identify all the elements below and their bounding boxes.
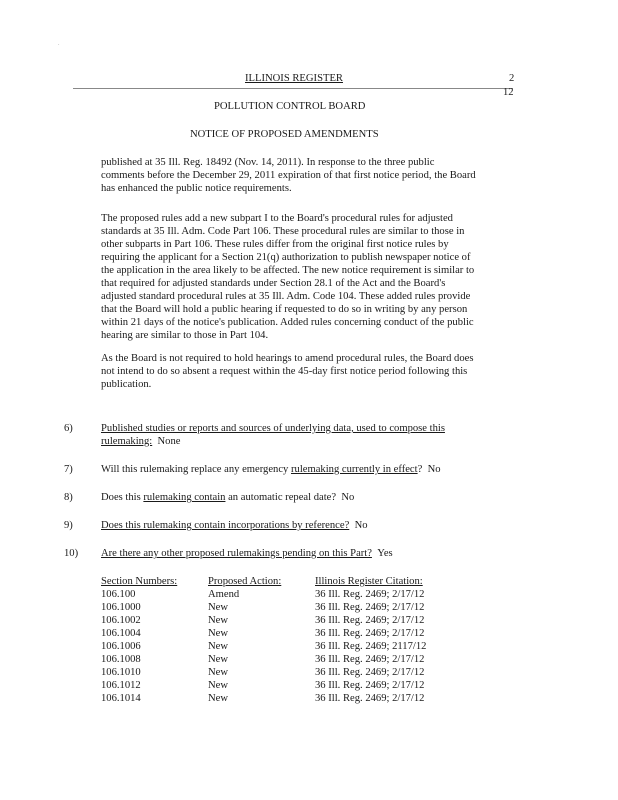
cell-action: Amend bbox=[208, 589, 240, 600]
item-7-answer: No bbox=[427, 464, 441, 475]
item-6-text-line1: Published studies or reports and sources of underlying data, used to compose this bbox=[101, 423, 445, 434]
paragraph-line: not intend to do so absent a request within the 45-day first notice period following this bbox=[101, 366, 468, 377]
paragraph-line: the application in the area likely to be affected. The new notice requirement is similar to bbox=[101, 265, 475, 276]
item-9-question bbox=[101, 519, 368, 532]
cell-citation: 36 Ill. Reg. 2469; 2/17/12 bbox=[315, 615, 425, 626]
cell-section: 106.1010 bbox=[101, 667, 141, 678]
cell-section: 106.1012 bbox=[101, 680, 141, 691]
paragraph-line: standards at 35 Ill. Adm. Code Part 106. These procedural rules are similar to those in bbox=[101, 226, 465, 237]
cell-citation: 36 Ill. Reg. 2469; 2/17/12 bbox=[315, 589, 425, 600]
paragraph-line: other subparts in Part 106. These rules differ from the original first notice rules by bbox=[101, 239, 449, 250]
table-row bbox=[0, 627, 618, 640]
cell-action: New bbox=[208, 654, 229, 665]
cell-section: 106.1004 bbox=[101, 628, 141, 639]
item-9-number: 9) bbox=[64, 520, 73, 531]
cell-section: 106.1000 bbox=[101, 602, 141, 613]
item-9-text: Does this rulemaking contain incorporations by reference? bbox=[101, 520, 350, 531]
cell-citation: 36 Ill. Reg. 2469; 2/17/12 bbox=[315, 602, 425, 613]
table-row bbox=[0, 640, 618, 653]
paragraph-line: The proposed rules add a new subpart I to the Board's procedural rules for adjusted bbox=[101, 213, 453, 224]
header-proposed-action: Proposed Action: bbox=[208, 576, 282, 587]
item-6-text-line2: rulemaking: bbox=[101, 436, 153, 447]
table-row bbox=[0, 653, 618, 666]
paragraph-hearings bbox=[101, 352, 521, 391]
register-title: ILLINOIS REGISTER bbox=[245, 73, 343, 84]
item-10-answer: Yes bbox=[377, 548, 393, 559]
paragraph-publication bbox=[101, 156, 521, 195]
paragraph-line: published at 35 Ill. Reg. 18492 (Nov. 14, 2011). In response to the three public bbox=[101, 157, 435, 168]
board-name: POLLUTION CONTROL BOARD bbox=[214, 101, 366, 112]
cell-section: 106.1006 bbox=[101, 641, 141, 652]
header-rule bbox=[73, 88, 513, 89]
cell-action: New bbox=[208, 615, 229, 626]
cell-action: New bbox=[208, 667, 229, 678]
item-6-number: 6) bbox=[64, 423, 73, 434]
item-7-text-ul: rulemaking currently in effect bbox=[291, 464, 418, 475]
cell-citation: 36 Ill. Reg. 2469; 2/17/12 bbox=[315, 680, 425, 691]
cell-citation: 36 Ill. Reg. 2469; 2/17/12 bbox=[315, 654, 425, 665]
paragraph-line: publication. bbox=[101, 379, 152, 390]
cell-citation: 36 Ill. Reg. 2469; 2117/12 bbox=[315, 641, 427, 652]
page-number: 2 bbox=[509, 73, 515, 84]
item-8-text-pre: Does this bbox=[101, 492, 144, 503]
cell-action: New bbox=[208, 693, 229, 704]
table-row bbox=[0, 679, 618, 692]
item-7-text-post: ? bbox=[417, 464, 423, 475]
item-7-number: 7) bbox=[64, 464, 73, 475]
cell-action: New bbox=[208, 628, 229, 639]
page-sub-number: 12 bbox=[503, 87, 514, 98]
table-row bbox=[0, 692, 618, 705]
item-6-answer: None bbox=[157, 436, 181, 447]
paragraph-line: As the Board is not required to hold hearings to amend procedural rules, the Board does bbox=[101, 353, 474, 364]
cell-action: New bbox=[208, 680, 229, 691]
paragraph-line: hearing are similar to those in Part 104. bbox=[101, 330, 269, 341]
item-7-text-pre: Will this rulemaking replace any emergency bbox=[101, 464, 291, 475]
item-6-question bbox=[101, 422, 445, 435]
header-section-numbers: Section Numbers: bbox=[101, 576, 178, 587]
table-row bbox=[0, 588, 618, 601]
paragraph-proposed-rules bbox=[101, 212, 521, 342]
header-register-citation: Illinois Register Citation: bbox=[315, 576, 423, 587]
cell-section: 106.1008 bbox=[101, 654, 141, 665]
table-row bbox=[0, 666, 618, 679]
item-8-answer: No bbox=[341, 492, 355, 503]
cell-citation: 36 Ill. Reg. 2469; 2/17/12 bbox=[315, 628, 425, 639]
cell-section: 106.1014 bbox=[101, 693, 141, 704]
item-8-number: 8) bbox=[64, 492, 73, 503]
table-row bbox=[0, 614, 618, 627]
paragraph-line: that required for adjusted standards under Section 28.1 of the Act and the Board's bbox=[101, 278, 446, 289]
paragraph-line: requiring the applicant for a Section 21(q) authorization to publish newspaper notice of bbox=[101, 252, 471, 263]
paragraph-line: adjusted standard procedural rules at 35 Ill. Adm. Code 104. These added rules provide bbox=[101, 291, 471, 302]
table-header-row bbox=[0, 575, 618, 588]
cell-action: New bbox=[208, 602, 229, 613]
item-8-question bbox=[101, 491, 354, 504]
paragraph-line: within 21 days of the notice's publication. Added rules concerning conduct of the public bbox=[101, 317, 474, 328]
notice-title: NOTICE OF PROPOSED AMENDMENTS bbox=[190, 129, 379, 140]
scan-speck: . bbox=[58, 41, 60, 47]
item-6-question-cont bbox=[101, 435, 180, 448]
item-10-text: Are there any other proposed rulemakings pending on this Part? bbox=[101, 548, 372, 559]
item-10-number: 10) bbox=[64, 548, 79, 559]
paragraph-line: comments before the December 29, 2011 expiration of that first notice period, the Board bbox=[101, 170, 476, 181]
cell-section: 106.1002 bbox=[101, 615, 141, 626]
item-8-text-ul: rulemaking contain bbox=[143, 492, 226, 503]
cell-citation: 36 Ill. Reg. 2469; 2/17/12 bbox=[315, 667, 425, 678]
paragraph-line: that the Board will hold a public hearing if requested to do so in writing by any person bbox=[101, 304, 468, 315]
cell-section: 106.100 bbox=[101, 589, 136, 600]
cell-citation: 36 Ill. Reg. 2469; 2/17/12 bbox=[315, 693, 425, 704]
item-9-answer: No bbox=[354, 520, 368, 531]
item-8-text-post: an automatic repeal date? bbox=[225, 492, 337, 503]
table-row bbox=[0, 601, 618, 614]
item-10-question bbox=[101, 547, 393, 560]
item-7-question bbox=[101, 463, 441, 476]
cell-action: New bbox=[208, 641, 229, 652]
paragraph-line: has enhanced the public notice requirements. bbox=[101, 183, 292, 194]
